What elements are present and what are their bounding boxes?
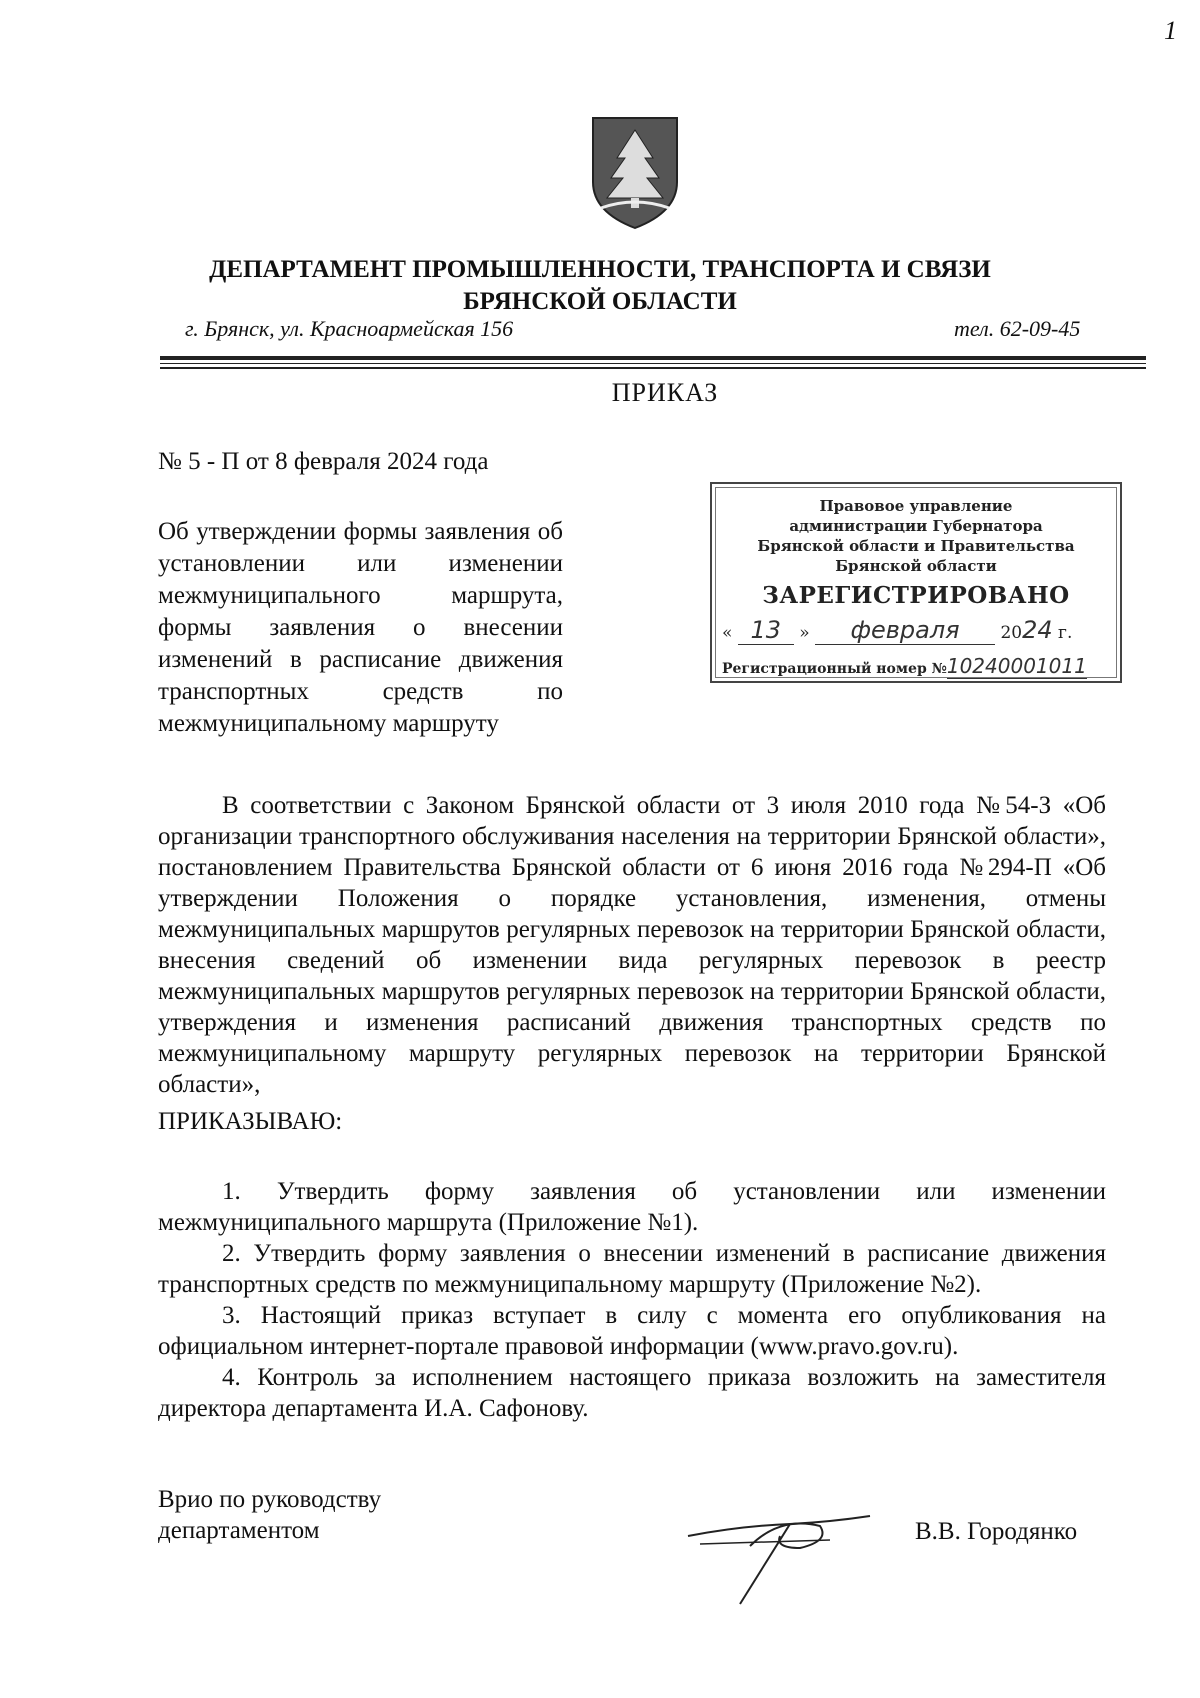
signatory-position: Врио по руководству департаментом	[158, 1486, 382, 1544]
handwritten-signature	[680, 1486, 880, 1606]
order-item: 2. Утвердить форму заявления о внесении изменений в расписание движения транспортных средств по межмуниципальному маршруту (Приложение №2).	[158, 1240, 1106, 1298]
page-number: 1	[1164, 16, 1177, 45]
stamp-month: февраля	[815, 616, 995, 645]
order-item: 3. Настоящий приказ вступает в силу с момента его опубликования на официальном интернет-портале правовой информации (www.pravo.gov.ru).	[158, 1302, 1106, 1360]
stamp-reg-number-value: 10240001011	[946, 654, 1087, 678]
order-items	[158, 1176, 1106, 1424]
stamp-registered-label: ЗАРЕГИСТРИРОВАНО	[762, 582, 1070, 609]
order-number: № 5 - П от 8 февраля 2024 года	[158, 448, 489, 475]
order-item: 4. Контроль за исполнением настоящего приказа возложить на заместителя директора департамента И.А. Сафонову.	[158, 1364, 1106, 1422]
signatory-name: В.В. Городянко	[915, 1518, 1078, 1545]
order-item: 1. Утвердить форму заявления об установлении или изменении межмуниципального маршрута (Приложение №1).	[158, 1178, 1106, 1236]
department-address: г. Брянск, ул. Красноармейская 156	[185, 316, 514, 341]
header-rule-thick	[160, 356, 1146, 360]
coat-of-arms-emblem	[587, 112, 683, 232]
stamp-date-line: « 13 » февраля 2024 г.	[722, 616, 1073, 644]
order-subject: Об утверждении формы заявления об установлении или изменении межмуниципального маршрута, формы заявления о внесении изменений в расписание движения транспортных средств по межмуниципальному маршруту	[158, 518, 563, 737]
document-type-title: ПРИКАЗ	[611, 378, 719, 407]
stamp-registration-number: Регистрационный номер №10240001011	[722, 654, 1087, 678]
order-word: ПРИКАЗЫВАЮ:	[158, 1108, 343, 1135]
preamble-paragraph: В соответствии с Законом Брянской области от 3 июля 2010 года №54-З «Об организации транспортного обслуживания населения на территории Брянской области», постановлением Правительства Брянской области от 6 июня 2016 года №294-П «Об утверждении Положения о порядке установления, изменения, отмены межмуниципальных маршрутов регулярных перевозок на территории Брянской области, внесения сведений об изменении вида регулярных перевозок в реестр межмуниципальных маршрутов регулярных перевозок на территории Брянской области, утверждения и изменения расписаний движения транспортных средств по межмуниципальному маршруту регулярных перевозок на территории Брянской области»,	[158, 792, 1106, 1098]
stamp-organization: Правовое управление администрации Губернатора Брянской области и Правительства Брянской области	[757, 497, 1075, 575]
department-phone: тел. 62-09-45	[954, 316, 1081, 341]
department-name-line1: ДЕПАРТАМЕНТ ПРОМЫШЛЕННОСТИ, ТРАНСПОРТА И СВЯЗИ	[209, 256, 991, 283]
department-name-line2: БРЯНСКОЙ ОБЛАСТИ	[463, 288, 737, 315]
header-rule-thin	[160, 363, 1146, 364]
stamp-year: 24	[1022, 616, 1053, 644]
registration-stamp	[710, 482, 1122, 683]
header-rule-bottom	[160, 367, 1146, 369]
stamp-day: 13	[738, 616, 794, 645]
